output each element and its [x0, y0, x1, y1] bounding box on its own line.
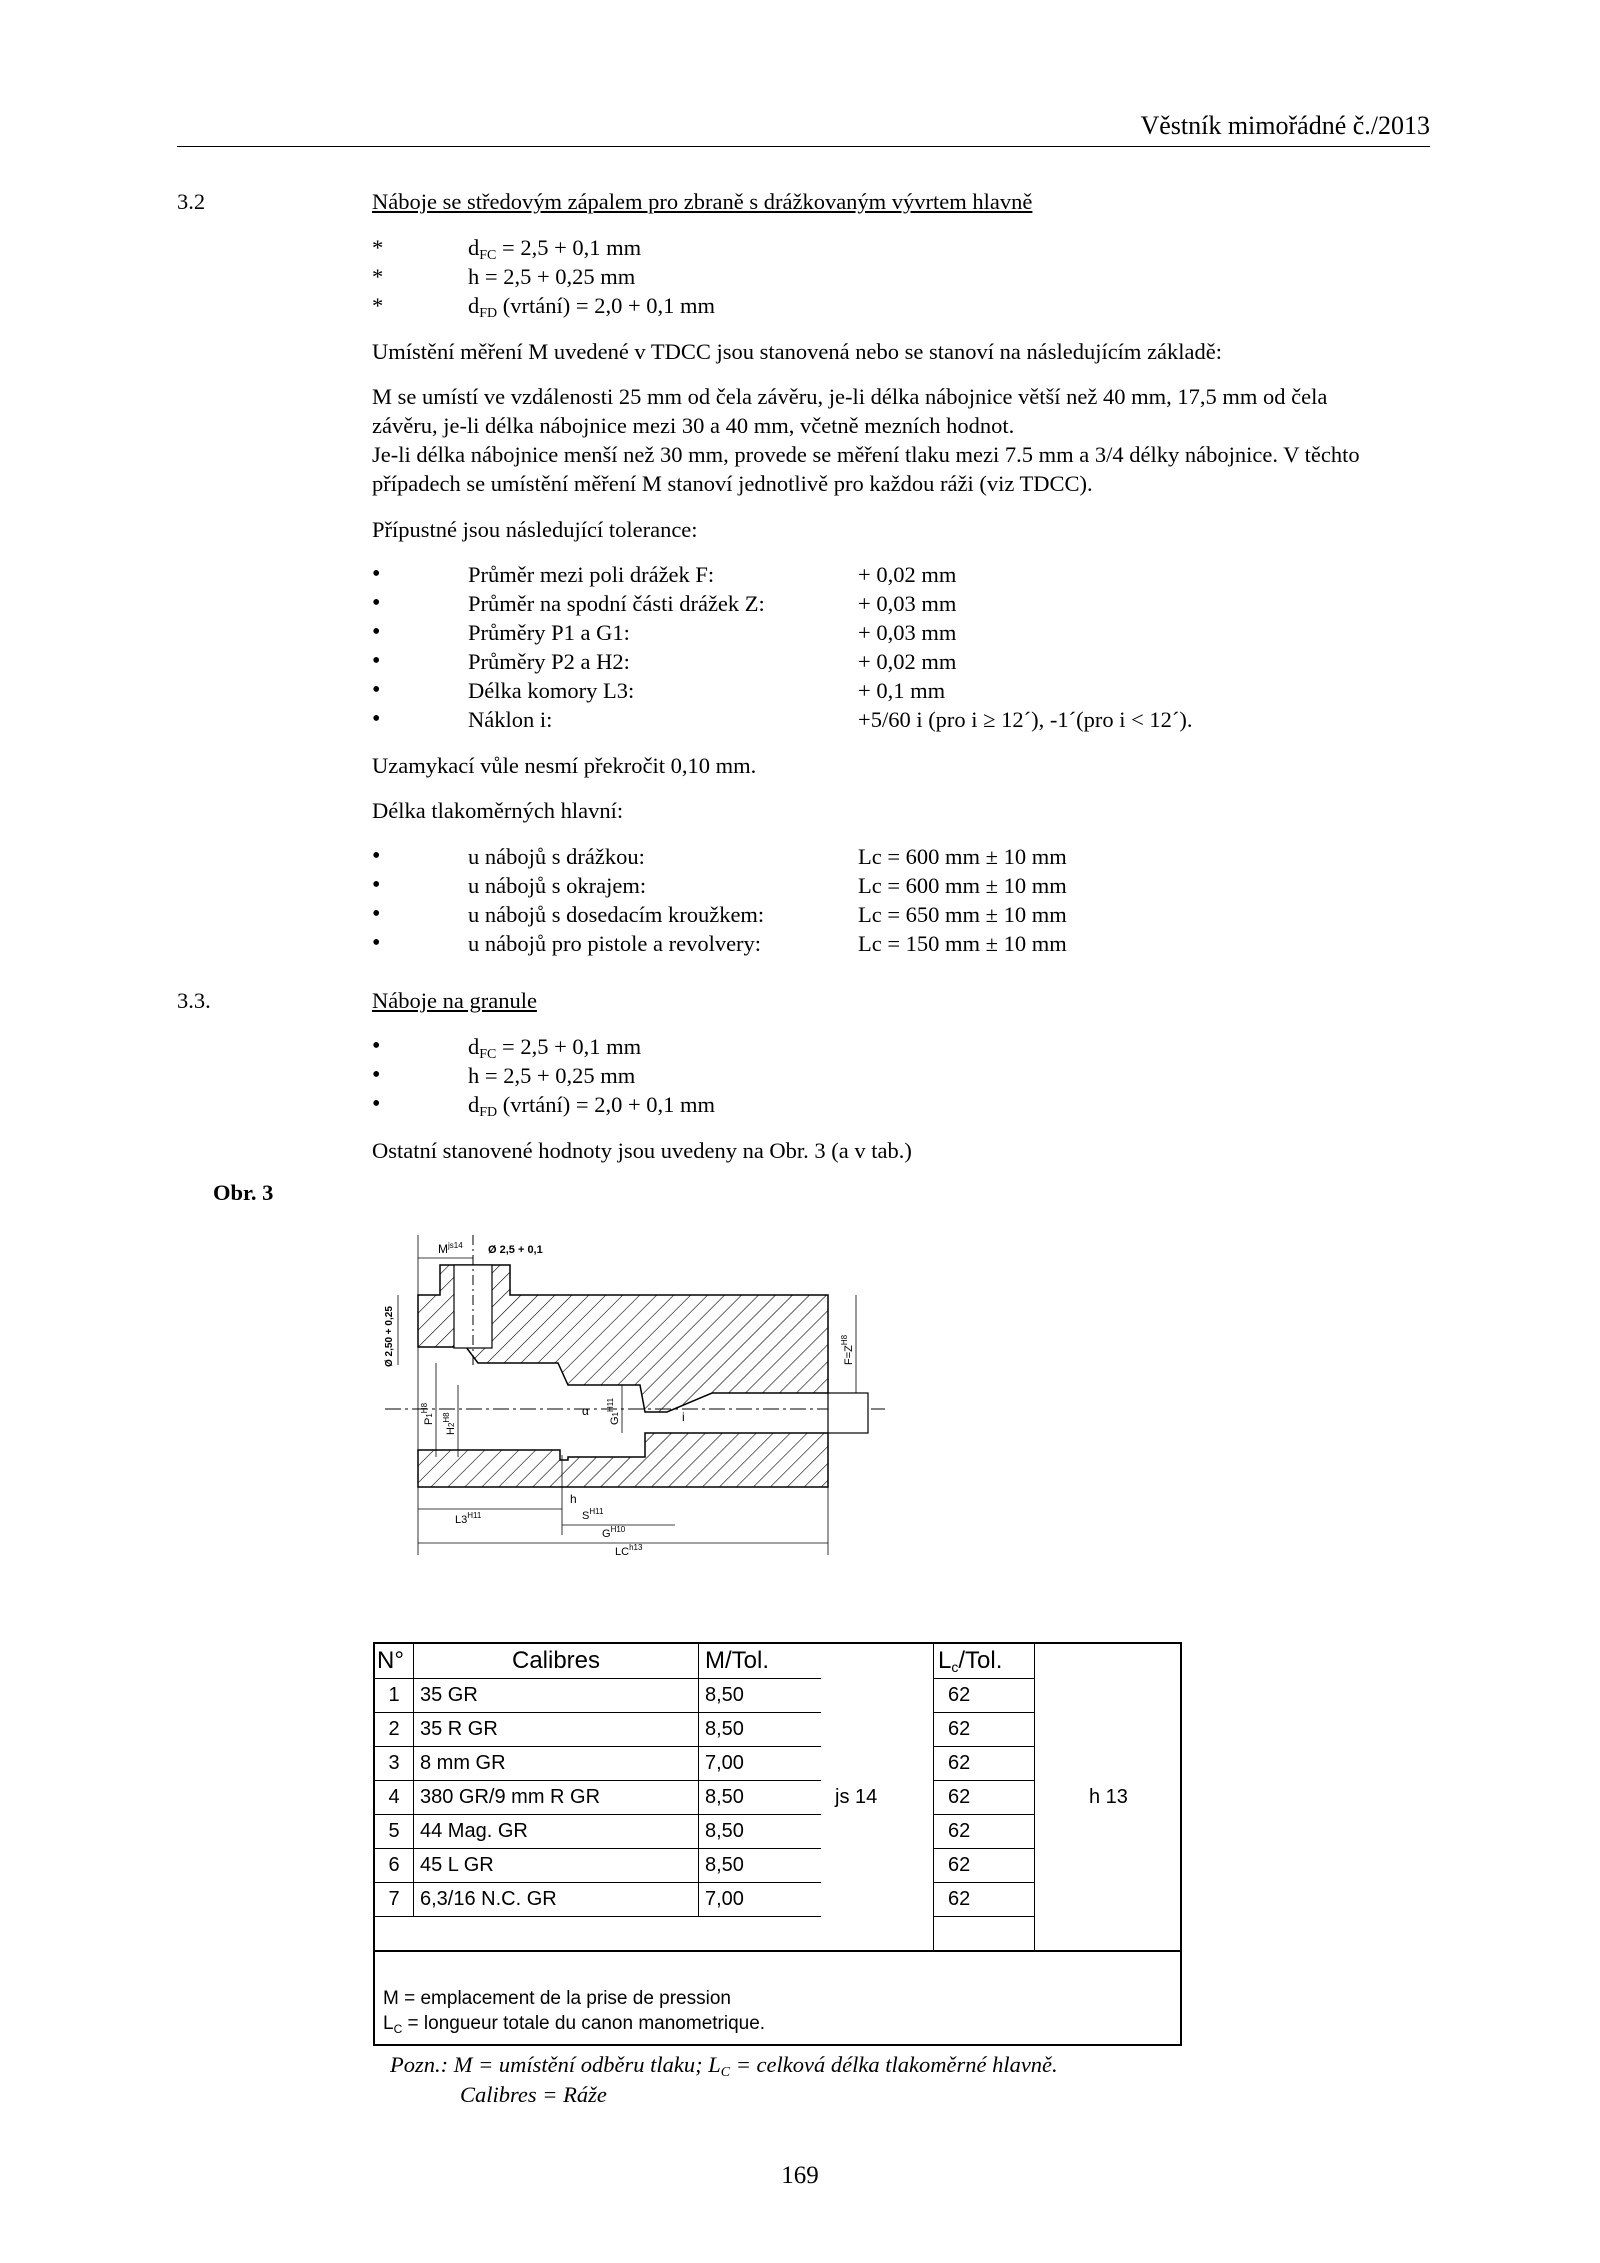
table-spacer	[1035, 1643, 1182, 1679]
header-lc: $L_c$/Tol.	[934, 1643, 1035, 1679]
label-pin-diameter: Ø 2,5 + 0,1	[488, 1244, 543, 1256]
lower-wall	[418, 1433, 828, 1487]
label-vertical-dim: Ø 2,50 + 0,25	[384, 1306, 395, 1367]
label-lc: $LC^{h13}$	[615, 1543, 643, 1558]
label-fz: $F=Z^{H8}$	[840, 1334, 855, 1365]
table-row: 6 45 L GR 8,50 62	[374, 1849, 1181, 1883]
paragraph-line: závěru, je-li délka nábojnice mezi 30 a 40 mm, včetně mezních hodnot.	[372, 413, 1015, 438]
section-number: 3.3.	[177, 988, 211, 1013]
page-number: 169	[781, 2162, 819, 2189]
paragraph-line: M se umístí ve vzdálenosti 25 mm od čela závěru, je-li délka nábojnice větší než 40 mm, 17,5 mm od čela	[372, 384, 1328, 409]
label-l3: $L3^{H11}$	[455, 1511, 482, 1526]
figure-label: Obr. 3	[213, 1180, 274, 1205]
label-h: h	[570, 1492, 577, 1506]
legend-m: M = emplacement de la prise de pression	[383, 1988, 731, 2009]
header-no: N°	[374, 1643, 414, 1679]
note	[390, 2050, 1058, 2110]
table-row: 1 35 GR 8,50 62	[374, 1679, 1181, 1713]
label-g: $G^{H10}$	[602, 1525, 626, 1540]
label-p1: $P1^{H8}$	[420, 1402, 435, 1425]
note-line: Calibres = Ráže	[460, 2082, 607, 2107]
paragraph: Přípustné jsou následující tolerance:	[372, 517, 698, 542]
header-title: Věstník mimořádné č./2013	[1140, 111, 1430, 140]
table-header-row	[374, 1643, 1181, 1679]
paragraph: Umístění měření M uvedené v TDCC jsou stanovená nebo se stanoví na následujícím základě:	[372, 339, 1223, 364]
section-heading: Náboje na granule	[372, 988, 537, 1013]
legend-lc: $L_C$ = longueur totale du canon manometrique.	[383, 2013, 766, 2036]
chamber-drawing	[370, 1225, 890, 1575]
header-mtol: M/Tol.	[699, 1643, 822, 1679]
table-row: 3 8 mm GR 7,00 62	[374, 1747, 1181, 1781]
paragraph: Délka tlakoměrných hlavní:	[372, 798, 624, 823]
label-alpha: α	[582, 1404, 589, 1418]
header-calibres: Calibres	[414, 1643, 699, 1679]
table-spacer	[821, 1643, 934, 1679]
paragraph-line: případech se umístění měření M stanoví jednotlivě pro každou ráži (viz TDCC).	[372, 471, 1093, 496]
paragraph: Ostatní stanovené hodnoty jsou uvedeny na Obr. 3 (a v tab.)	[372, 1138, 912, 1163]
label-i: i	[682, 1410, 685, 1424]
label-m: $M^{js14}$	[438, 1241, 463, 1256]
table-row: 2 35 R GR 8,50 62	[374, 1713, 1181, 1747]
lc-tolerance: h 13	[1035, 1781, 1182, 1815]
paragraph: Uzamykací vůle nesmí překročit 0,10 mm.	[372, 753, 757, 778]
section-heading: Náboje se středovým zápalem pro zbraně s drážkovaným vývrtem hlavně	[372, 189, 1033, 214]
table-row: 5 44 Mag. GR 8,50 62	[374, 1815, 1181, 1849]
label-h2: $H2^{H8}$	[442, 1412, 457, 1435]
calibres-table	[373, 1642, 1182, 2046]
table-row: 7 6,3/16 N.C. GR 7,00 62	[374, 1883, 1181, 1917]
note-line: Pozn.: M = umístění odběru tlaku; $L_C$ = celková délka tlakoměrné hlavně.	[390, 2052, 1058, 2080]
paragraph-line: Je-li délka nábojnice menší než 30 mm, provede se měření tlaku mezi 7.5 mm a 3/4 délky nábojnice. V těchto	[372, 442, 1360, 467]
label-g1: $G1^{H11}$	[606, 1397, 621, 1425]
table-spacer-row	[374, 1917, 1181, 1952]
section-number: 3.2	[177, 189, 206, 214]
label-s: $S^{H11}$	[582, 1507, 604, 1522]
header-rule	[177, 146, 1430, 147]
m-tolerance: js 14	[821, 1781, 934, 1815]
table-legend-row	[374, 1951, 1181, 2045]
table-row: 4 380 GR/9 mm R GR 8,50 js 14 62 h 13	[374, 1781, 1181, 1815]
